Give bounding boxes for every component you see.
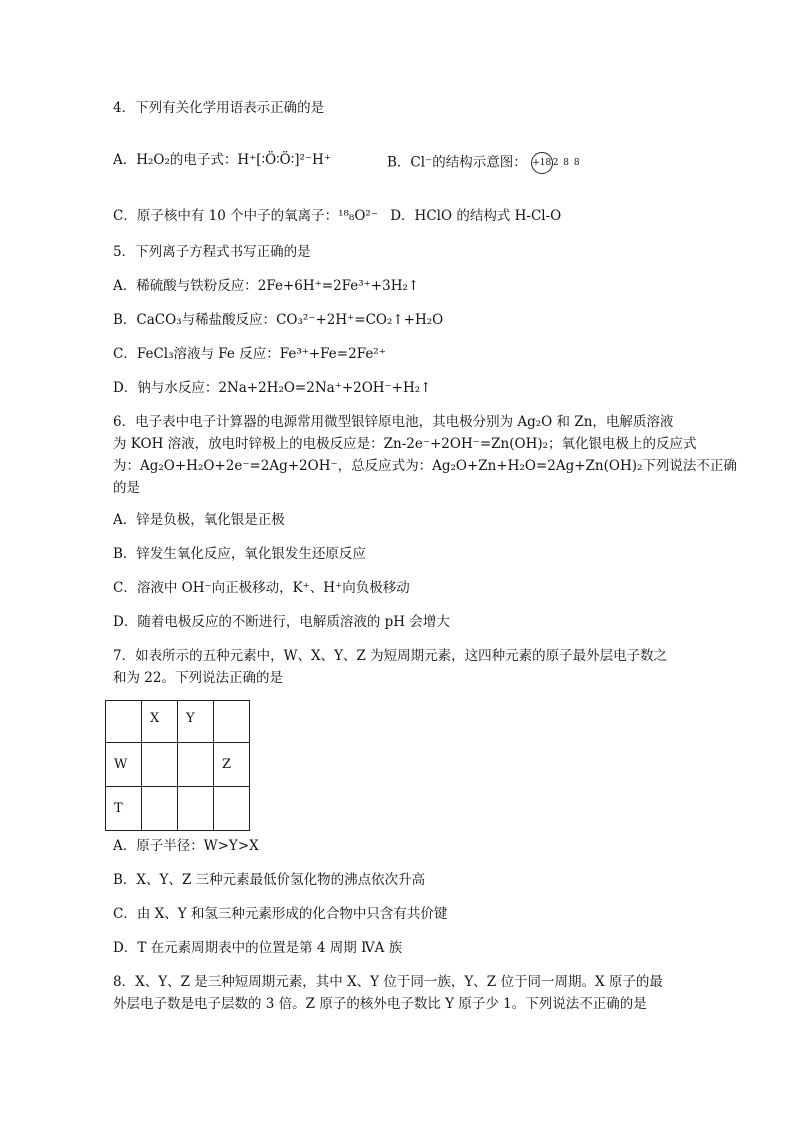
q8-stem-line1: 8．X、Y、Z 是三种短周期元素，其中 X、Y 位于同一族，Y、Z 位于同一周期。X 原子的最 (113, 974, 663, 990)
q8-stem-line2: 外层电子数是电子层数的 3 倍。Z 原子的核外电子数比 Y 原子少 1。下列说法不正确的是 (113, 996, 647, 1012)
table-cell (178, 787, 214, 831)
chlorine-nucleus-icon: +18 (531, 152, 553, 174)
table-cell (142, 743, 178, 787)
table-cell-x: X (142, 701, 178, 743)
q7-stem-line2: 和为 22。下列说法正确的是 (113, 670, 283, 686)
periodic-table-fragment (105, 700, 250, 831)
table-cell-t: T (106, 787, 142, 831)
q6-option-b: B．锌发生氧化反应，氧化银发生还原反应 (113, 546, 366, 562)
q5-option-c: C．FeCl₃溶液与 Fe 反应：Fe³⁺+Fe=2Fe²⁺ (113, 346, 386, 362)
q6-stem-line1: 6．电子表中电子计算器的电源常用微型银锌原电池，其电极分别为 Ag₂O 和 Zn，电解质溶液 (113, 414, 674, 430)
q4-option-d: D．HClO 的结构式 H-Cl-O (390, 208, 562, 224)
q6-stem-line2: 为 KOH 溶液，放电时锌极上的电极反应是：Zn-2e⁻+2OH⁻=Zn(OH)₂；氧化银电极上的反应式 (113, 436, 697, 452)
q7-option-b: B．X、Y、Z 三种元素最低价氢化物的沸点依次升高 (113, 872, 426, 888)
q7-stem-line1: 7．如表所示的五种元素中，W、X、Y、Z 为短周期元素，这四种元素的原子最外层电子数之 (113, 648, 668, 664)
table-cell (178, 743, 214, 787)
q4-stem: 4．下列有关化学用语表示正确的是 (113, 100, 325, 116)
table-cell (142, 787, 178, 831)
q6-option-d: D．随着电极反应的不断进行，电解质溶液的 pH 会增大 (113, 614, 450, 630)
q4-option-c (113, 208, 561, 224)
q5-option-d: D．钠与水反应：2Na+2H₂O=2Na⁺+2OH⁻+H₂↑ (113, 380, 432, 396)
table-cell (214, 787, 250, 831)
table-cell-z: Z (214, 743, 250, 787)
q6-option-a: A．锌是负极，氧化银是正极 (113, 512, 285, 528)
q6-stem-line3: 为：Ag₂O+H₂O+2e⁻=2Ag+2OH⁻，总反应式为：Ag₂O+Zn+H₂O=2Ag+Zn(OH)₂下列说法不正确 (113, 458, 737, 474)
q4-option-b (387, 152, 581, 174)
q5-option-a: A．稀硫酸与铁粉反应：2Fe+6H⁺=2Fe³⁺+3H₂↑ (113, 278, 420, 294)
table-cell (106, 701, 142, 743)
table-cell-y: Y (178, 701, 214, 743)
q7-option-c: C．由 X、Y 和氢三种元素形成的化合物中只含有共价键 (113, 906, 448, 922)
q4-option-a: A．H₂O₂的电子式：H⁺[∶Ö∶Ö∶]²⁻H⁺ (113, 152, 331, 168)
q6-option-c: C．溶液中 OH⁻向正极移动，K⁺、H⁺向负极移动 (113, 580, 410, 596)
q7-option-d: D．T 在元素周期表中的位置是第 4 周期 ⅣA 族 (113, 940, 403, 956)
q5-option-b: B．CaCO₃与稀盐酸反应：CO₃²⁻+2H⁺=CO₂↑+H₂O (113, 312, 444, 328)
q6-stem-line4: 的是 (113, 480, 140, 496)
chlorine-shells: 2 8 8 (552, 158, 581, 168)
table-cell-w: W (106, 743, 142, 787)
q5-stem: 5．下列离子方程式书写正确的是 (113, 244, 311, 260)
q4-option-c-label: C．原子核中有 10 个中子的氧离子：¹⁸₈O²⁻ (113, 208, 378, 224)
q7-option-a: A．原子半径：W>Y>X (113, 838, 259, 854)
table-cell (214, 701, 250, 743)
q4-option-b-label: B．Cl⁻的结构示意图： (387, 154, 527, 171)
